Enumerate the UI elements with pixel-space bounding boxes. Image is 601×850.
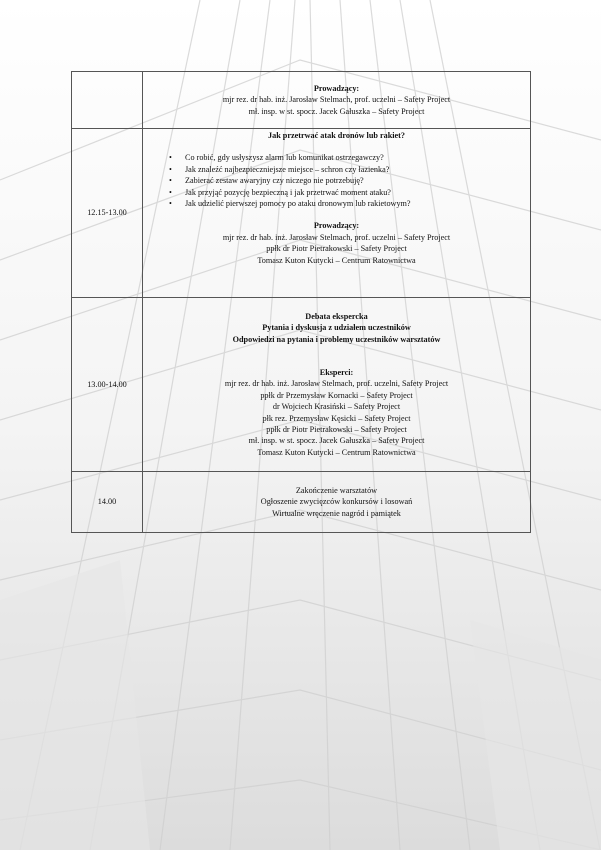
schedule-row	[72, 72, 531, 129]
session-title: Odpowiedzi na pytania i problemy uczestników warsztatów	[232, 334, 441, 344]
list-item: • Jak udzielić pierwszej pomocy po ataku dronowym lub rakietowym?	[185, 198, 530, 209]
expert: płk rez. Przemysław Kęsicki – Safety Project	[262, 413, 411, 423]
session-content	[143, 298, 531, 472]
session-content	[143, 472, 531, 533]
expert: mjr rez. dr hab. inż. Jarosław Stelmach, prof. uczelni, Safety Project	[224, 379, 449, 389]
expert: dr Wojciech Krasiński – Safety Project	[272, 402, 401, 412]
schedule-row	[72, 129, 531, 298]
schedule-row	[72, 472, 531, 533]
time-cell: 12.15-13.00	[72, 129, 143, 298]
list-item: • Co robić, gdy usłyszysz alarm lub komunikat ostrzegawczy?	[185, 152, 530, 163]
expert: mł. insp. w st. spocz. Jacek Gałuszka – Safety Project	[248, 436, 425, 446]
closing-line: Ogłoszenie zwycięzców konkursów i losowań	[260, 497, 413, 507]
presenter: mł. insp. w st. spocz. Jacek Gałuszka – Safety Project	[248, 106, 425, 116]
session-title: Debata ekspercka	[305, 311, 368, 321]
list-item: • Zabierać zestaw awaryjny czy niczego nie potrzebuję?	[185, 175, 530, 186]
presenter: ppłk dr Piotr Pietrakowski – Safety Project	[266, 244, 407, 254]
closing-line: Wirtualne wręczenie nagród i pamiątek	[272, 508, 401, 518]
presenters-heading: Prowadzący:	[313, 221, 360, 231]
question-list	[143, 152, 530, 209]
expert: Tomasz Kuton Kutycki – Centrum Ratownictwa	[257, 447, 416, 457]
list-item: • Jak przyjąć pozycję bezpieczną i jak przetrwać moment ataku?	[185, 187, 530, 198]
experts-heading: Eksperci:	[319, 367, 354, 377]
time-cell: 14.00	[72, 472, 143, 533]
session-content	[143, 72, 531, 129]
presenter: mjr rez. dr hab. inż. Jarosław Stelmach, prof. uczelni – Safety Project	[222, 95, 451, 105]
schedule-table	[71, 71, 531, 533]
session-title: Jak przetrwać atak dronów lub rakiet?	[268, 131, 405, 140]
presenter: mjr rez. dr hab. inż. Jarosław Stelmach, prof. uczelni – Safety Project	[222, 232, 451, 242]
session-title: Pytania i dyskusja z udziałem uczestników	[262, 323, 411, 333]
list-item: • Jak znaleźć najbezpieczniejsze miejsce – schron czy łazienka?	[185, 164, 530, 175]
closing-line: Zakończenie warsztatów	[295, 485, 378, 495]
presenter: Tomasz Kuton Kutycki – Centrum Ratownictwa	[257, 255, 416, 265]
time-cell	[72, 72, 143, 129]
schedule-row	[72, 298, 531, 472]
session-content	[143, 129, 531, 298]
time-cell: 13.00-14.00	[72, 298, 143, 472]
expert: ppłk dr Przemysław Kornacki – Safety Project	[260, 390, 413, 400]
expert: ppłk dr Piotr Pietrakowski – Safety Project	[266, 425, 407, 435]
presenters-heading: Prowadzący:	[313, 83, 360, 93]
